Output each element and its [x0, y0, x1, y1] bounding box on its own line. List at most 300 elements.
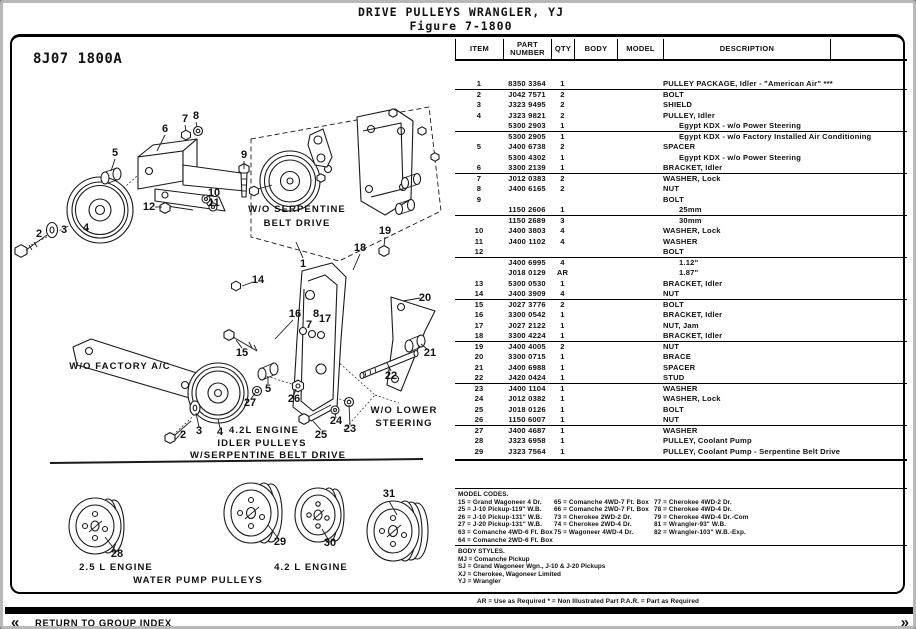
callout-7: 7 [181, 113, 189, 125]
cell-part: J400 1104 [508, 383, 546, 393]
model-code: 74 = Cherokee 2WD-4 Dr. [554, 521, 632, 529]
table-row [455, 153, 907, 164]
callout-8: 8 [312, 308, 320, 320]
cell-qty: 1 [560, 79, 565, 88]
cell-desc: BRACKET, Idler [663, 310, 723, 319]
table-row [455, 300, 907, 311]
body-styles-rule [455, 545, 907, 546]
cell-model [617, 447, 663, 458]
callout-28: 28 [110, 548, 124, 560]
header-qty: QTY [551, 39, 574, 59]
callout-6: 6 [161, 123, 169, 135]
model-code: 73 = Cherokee 2WD-2 Dr. [554, 513, 632, 521]
cell-part: 5300 2903 [508, 121, 546, 130]
callout-3: 3 [195, 425, 203, 437]
model-codes-col1 [458, 499, 554, 545]
cell-qty: 1 [560, 436, 565, 445]
callout-25: 25 [314, 429, 328, 441]
footer-divider [5, 607, 916, 614]
cell-part: 1150 2606 [508, 205, 546, 214]
cell-item: 10 [474, 226, 484, 235]
cell-desc: BRACE [663, 352, 692, 361]
model-code: 77 = Cherokee 4WD-2 Dr. [654, 498, 732, 506]
cell-qty [551, 195, 574, 206]
cell-item: 18 [474, 331, 484, 340]
cell-qty: 2 [560, 341, 565, 351]
cell-model [617, 268, 663, 279]
table-row [455, 216, 907, 227]
body-styles-list [458, 556, 904, 586]
abbreviation-legend: AR = Use as Required * = Non Illustrated Part P.A.R. = Part as Required [476, 598, 700, 605]
model-codes-col2 [554, 499, 654, 545]
table-row [455, 310, 907, 321]
cell-model [617, 258, 663, 269]
title-line2: Figure 7-1800 [409, 19, 513, 33]
label-idler-2: IDLER PULLEYS [217, 438, 307, 449]
cell-item: 11 [474, 236, 484, 246]
back-chevrons-icon[interactable]: « [11, 614, 20, 629]
table-bottom-rule [455, 459, 907, 461]
cell-item: 17 [474, 320, 484, 330]
cell-part: J027 2122 [508, 320, 546, 330]
cell-model [617, 79, 663, 89]
cell-desc: BOLT [663, 404, 684, 414]
label-idler-1: 4.2L ENGINE [229, 425, 299, 436]
cell-body [574, 226, 617, 237]
cell-part [503, 195, 551, 206]
model-codes-title: MODEL CODES. [458, 491, 509, 498]
table-row [455, 226, 907, 237]
cell-part: J018 0126 [508, 404, 546, 414]
cell-item: 21 [474, 362, 484, 372]
table-header [455, 39, 907, 61]
cell-model [617, 142, 663, 153]
cell-qty: 1 [560, 152, 565, 162]
cell-part: 8350 3364 [508, 79, 546, 88]
cell-qty: 1 [560, 415, 565, 424]
label-wo-factory-ac: W/O FACTORY A/C [69, 361, 171, 372]
body-style: MJ = Comanche Pickup [458, 555, 530, 563]
callout-21: 21 [423, 347, 437, 359]
callout-11: 11 [208, 197, 220, 209]
cell-model [617, 279, 663, 290]
cell-qty: 2 [560, 184, 565, 193]
cell-desc: NUT, Jam [663, 320, 699, 330]
model-code: 66 = Comanche 2WD-7 Ft. Box [554, 506, 649, 514]
cell-body [574, 79, 617, 89]
cell-body [574, 268, 617, 279]
cell-qty: 1 [560, 278, 565, 288]
page-title [3, 5, 916, 33]
cell-part: 5300 4302 [508, 152, 546, 162]
cell-qty: 2 [560, 89, 565, 99]
cell-qty: 2 [560, 110, 565, 120]
cell-body [574, 132, 617, 143]
cell-desc: 30mm [679, 215, 702, 225]
cell-part: J400 6165 [508, 184, 546, 193]
cell-qty: 1 [560, 394, 565, 403]
cell-desc: BOLT [663, 89, 684, 99]
cell-part: J012 0383 [508, 173, 546, 183]
callout-30: 30 [323, 537, 337, 549]
model-code: 26 = J-10 Pickup-131" W.B. [458, 513, 542, 521]
table-row [455, 90, 907, 101]
cell-qty: 1 [560, 163, 565, 172]
cell-desc: WASHER, Lock [663, 394, 721, 403]
table-row [455, 121, 907, 132]
cell-model [617, 300, 663, 311]
cell-body [574, 111, 617, 122]
parts-table-body [455, 79, 907, 457]
cell-qty: 1 [560, 320, 565, 330]
cell-model [617, 373, 663, 383]
label-w-serpentine: W/SERPENTINE BELT DRIVE [189, 450, 347, 461]
cell-body [574, 289, 617, 299]
table-row [455, 352, 907, 363]
label-engine-25: 2.5 L ENGINE [79, 562, 153, 573]
table-row [455, 258, 907, 269]
cell-body [574, 447, 617, 458]
cell-model [617, 415, 663, 425]
cell-desc: WASHER, Lock [663, 226, 721, 235]
cell-body [574, 153, 617, 164]
cell-qty: 1 [560, 425, 565, 435]
cell-desc: SHIELD [663, 100, 693, 109]
label-wo-serpentine-2: BELT DRIVE [263, 218, 331, 229]
callout-9: 9 [240, 149, 248, 161]
cell-desc: BRACKET, Idler [663, 278, 723, 288]
header-filler [831, 39, 907, 59]
model-code: 78 = Cherokee 4WD-4 Dr. [654, 506, 732, 514]
cell-model [617, 90, 663, 101]
table-row [455, 384, 907, 395]
cell-desc: WASHER [663, 425, 698, 435]
callout-22: 22 [384, 370, 398, 382]
cell-body [574, 258, 617, 269]
cell-part: J400 4687 [508, 425, 546, 435]
cell-item [455, 216, 503, 227]
cell-body [574, 426, 617, 437]
cell-body [574, 321, 617, 332]
cell-item: 9 [476, 194, 482, 204]
cell-model [617, 289, 663, 299]
return-to-group-index-link[interactable]: RETURN TO GROUP INDEX [35, 617, 172, 629]
callout-5: 5 [264, 383, 272, 395]
cell-body [574, 205, 617, 215]
cell-body [574, 195, 617, 206]
model-codes-rule [455, 488, 907, 489]
table-row [455, 415, 907, 426]
exploded-diagram [5, 39, 455, 595]
cell-qty: 1 [560, 131, 565, 141]
table-row [455, 342, 907, 353]
cell-part: 5300 2905 [508, 131, 546, 141]
table-row [455, 363, 907, 374]
table-row [455, 268, 907, 279]
label-wo-serpentine-1: W/O SERPENTINE [248, 204, 346, 215]
cell-part: 5300 0530 [508, 278, 546, 288]
cell-qty: 2 [560, 100, 565, 109]
model-codes-col3 [654, 499, 774, 545]
table-row [455, 447, 907, 458]
cell-item: 5 [476, 142, 482, 151]
cell-model [617, 321, 663, 332]
cell-desc: PULLEY, Coolant Pump - Serpentine Belt Drive [663, 446, 841, 456]
cell-qty: 2 [560, 142, 565, 151]
cell-part: 1150 6007 [508, 415, 546, 424]
cell-body [574, 216, 617, 227]
model-code: 64 = Comanche 2WD-6 Ft. Box [458, 536, 553, 544]
label-wo-lower-1: W/O LOWER [370, 405, 438, 416]
cell-item: 1 [476, 79, 482, 88]
callout-19: 19 [378, 225, 392, 237]
cell-body [574, 184, 617, 195]
callout-18: 18 [353, 242, 367, 254]
cell-item: 25 [474, 404, 484, 414]
model-code: 75 = Wagoneer 4WD-4 Dr. [554, 528, 634, 536]
cell-item: 7 [476, 173, 482, 183]
cell-item [455, 268, 503, 279]
cell-model [617, 436, 663, 447]
cell-desc: BOLT [663, 299, 684, 309]
cell-part: J400 6738 [508, 142, 546, 151]
model-codes-section [458, 491, 904, 544]
cell-body [574, 373, 617, 383]
cell-item: 22 [474, 373, 484, 382]
cell-body [574, 174, 617, 185]
cell-part: 3300 0542 [508, 310, 546, 319]
cell-item: 15 [474, 299, 484, 309]
cell-desc: NUT [663, 341, 680, 351]
cell-item: 6 [476, 163, 482, 172]
cell-model [617, 247, 663, 257]
cell-part: J042 7571 [508, 89, 546, 99]
cell-model [617, 237, 663, 248]
cell-item: 13 [474, 278, 484, 288]
body-styles-section [458, 548, 904, 586]
cell-item: 27 [474, 425, 484, 435]
cell-body [574, 90, 617, 101]
cell-model [617, 195, 663, 206]
callout-29: 29 [273, 536, 287, 548]
table-row [455, 111, 907, 122]
cell-desc: WASHER [663, 236, 698, 246]
cell-qty: 4 [560, 289, 565, 298]
cell-model [617, 111, 663, 122]
cell-part: 1150 2689 [508, 215, 546, 225]
cell-part: J400 3803 [508, 226, 546, 235]
cell-item [455, 258, 503, 269]
cell-desc: Egypt KDX - w/o Power Steering [679, 121, 802, 130]
cell-model [617, 121, 663, 131]
figure-code: 8J07 1800A [33, 51, 123, 67]
cell-item: 24 [474, 394, 484, 403]
cell-desc: PULLEY PACKAGE, Idler - "American Air" *** [663, 79, 833, 88]
cell-desc: Egypt KDX - w/o Power Steering [679, 152, 802, 162]
cell-model [617, 100, 663, 111]
callout-17: 17 [318, 313, 332, 325]
cell-qty: 1 [560, 373, 565, 382]
cell-qty: 1 [560, 362, 565, 372]
callout-10: 10 [207, 187, 221, 199]
model-code: 27 = J-20 Pickup-131" W.B. [458, 521, 542, 529]
cell-part: 3300 0715 [508, 352, 546, 361]
callout-2: 2 [179, 429, 187, 441]
cell-model [617, 184, 663, 195]
cell-part: J400 6988 [508, 362, 546, 372]
cell-desc: STUD [663, 373, 685, 382]
cell-qty: 3 [560, 215, 565, 225]
table-row [455, 195, 907, 206]
table-row [455, 247, 907, 258]
cell-qty: 1 [560, 383, 565, 393]
model-code: 15 = Grand Wagoneer 4 Dr. [458, 498, 542, 506]
cell-qty: 4 [560, 236, 565, 246]
cell-model [617, 394, 663, 405]
cell-desc: SPACER [663, 142, 696, 151]
header-description: DESCRIPTION [663, 39, 831, 59]
cell-part: J420 0424 [508, 373, 546, 382]
model-code: 82 = Wrangler-103" W.B.-Exp. [654, 528, 746, 536]
cell-desc: BOLT [663, 247, 684, 256]
cell-qty: 1 [560, 310, 565, 319]
table-row [455, 394, 907, 405]
model-code: 79 = Cherokee 4WD-4 Dr.-Com [654, 513, 749, 521]
cell-desc: WASHER, Lock [663, 173, 721, 183]
table-row [455, 142, 907, 153]
cell-body [574, 415, 617, 425]
forward-chevrons-icon[interactable]: » [900, 614, 909, 629]
cell-part: J323 7564 [508, 446, 546, 456]
cell-body [574, 331, 617, 341]
cell-item: 29 [474, 446, 484, 456]
body-style: SJ = Grand Wagoneer Wgn., J-10 & J-20 Pickups [458, 563, 606, 571]
cell-body [574, 394, 617, 405]
callout-3: 3 [60, 224, 68, 236]
cell-desc: BOLT [663, 194, 684, 204]
cell-part: J400 1102 [508, 236, 546, 246]
cell-part: J018 0129 [508, 268, 546, 277]
diagram-svg [5, 39, 455, 595]
cell-item: 4 [476, 110, 482, 120]
cell-desc: NUT [663, 184, 680, 193]
table-row [455, 426, 907, 437]
cell-model [617, 342, 663, 353]
model-code: 65 = Comanche 4WD-7 Ft. Box [554, 498, 649, 506]
table-row [455, 132, 907, 143]
callout-15: 15 [235, 347, 249, 359]
cell-part: J027 3776 [508, 299, 546, 309]
callout-4: 4 [216, 426, 224, 438]
cell-item: 19 [474, 341, 484, 351]
cell-desc: BRACKET, Idler [663, 163, 723, 172]
cell-qty: 1 [560, 446, 565, 456]
cell-qty: 1 [560, 121, 565, 130]
callout-20: 20 [418, 292, 432, 304]
cell-item: 16 [474, 310, 484, 319]
callout-27: 27 [243, 397, 257, 409]
cell-desc: 25mm [679, 205, 702, 214]
table-row [455, 405, 907, 416]
label-water-pump: WATER PUMP PULLEYS [133, 575, 263, 586]
model-code: 81 = Wrangler-93" W.B. [654, 521, 727, 529]
cell-model [617, 405, 663, 416]
cell-body [574, 363, 617, 374]
cell-item: 28 [474, 436, 484, 445]
cell-item: 20 [474, 352, 484, 361]
cell-desc: 1.87" [679, 268, 699, 277]
cell-item [455, 132, 503, 143]
cell-model [617, 153, 663, 164]
title-line1: DRIVE PULLEYS WRANGLER, YJ [357, 5, 564, 19]
cell-desc: PULLEY, Coolant Pump [663, 436, 752, 445]
callout-14: 14 [251, 274, 265, 286]
body-styles-title: BODY STYLES. [458, 548, 505, 555]
label-wo-lower-2: STEERING [375, 418, 433, 429]
cell-model [617, 331, 663, 341]
callout-1: 1 [299, 258, 307, 270]
cell-body [574, 247, 617, 257]
header-item: ITEM [455, 39, 503, 59]
table-row [455, 289, 907, 300]
table-row [455, 279, 907, 290]
cell-model [617, 216, 663, 227]
cell-model [617, 163, 663, 173]
cell-desc: BRACKET, Idler [663, 331, 723, 340]
cell-part [503, 247, 551, 257]
cell-item: 26 [474, 415, 484, 424]
cell-model [617, 174, 663, 185]
table-row [455, 205, 907, 216]
callout-31: 31 [382, 488, 396, 500]
cell-model [617, 352, 663, 363]
cell-item: 2 [476, 89, 482, 99]
cell-model [617, 310, 663, 321]
header-model: MODEL [617, 39, 663, 59]
cell-part: 3300 4224 [508, 331, 546, 340]
table-row [455, 237, 907, 248]
cell-qty: 4 [560, 257, 565, 267]
callout-5: 5 [111, 147, 119, 159]
table-row [455, 79, 907, 90]
cell-desc: Egypt KDX - w/o Factory Installed Air Conditioning [679, 131, 872, 141]
cell-body [574, 384, 617, 395]
cell-model [617, 384, 663, 395]
cell-body [574, 279, 617, 290]
cell-part: J323 9495 [508, 100, 546, 109]
model-code: 25 = J-10 Pickup-119" W.B. [458, 506, 542, 514]
cell-desc: NUT [663, 289, 680, 298]
cell-model [617, 426, 663, 437]
cell-item [455, 121, 503, 131]
cell-qty: 2 [560, 173, 565, 183]
cell-item: 23 [474, 383, 484, 393]
cell-qty: 1 [560, 404, 565, 414]
cell-qty: AR [556, 268, 569, 277]
header-body: BODY [574, 39, 617, 59]
table-row [455, 436, 907, 447]
label-engine-42: 4.2 L ENGINE [274, 562, 348, 573]
cell-item: 3 [476, 100, 482, 109]
cell-qty [551, 247, 574, 257]
cell-qty: 1 [560, 205, 565, 214]
cell-desc: PULLEY, Idler [663, 110, 715, 120]
cell-item: 14 [474, 289, 484, 298]
table-row [455, 174, 907, 185]
cell-model [617, 205, 663, 215]
table-row [455, 331, 907, 342]
cell-model [617, 132, 663, 143]
